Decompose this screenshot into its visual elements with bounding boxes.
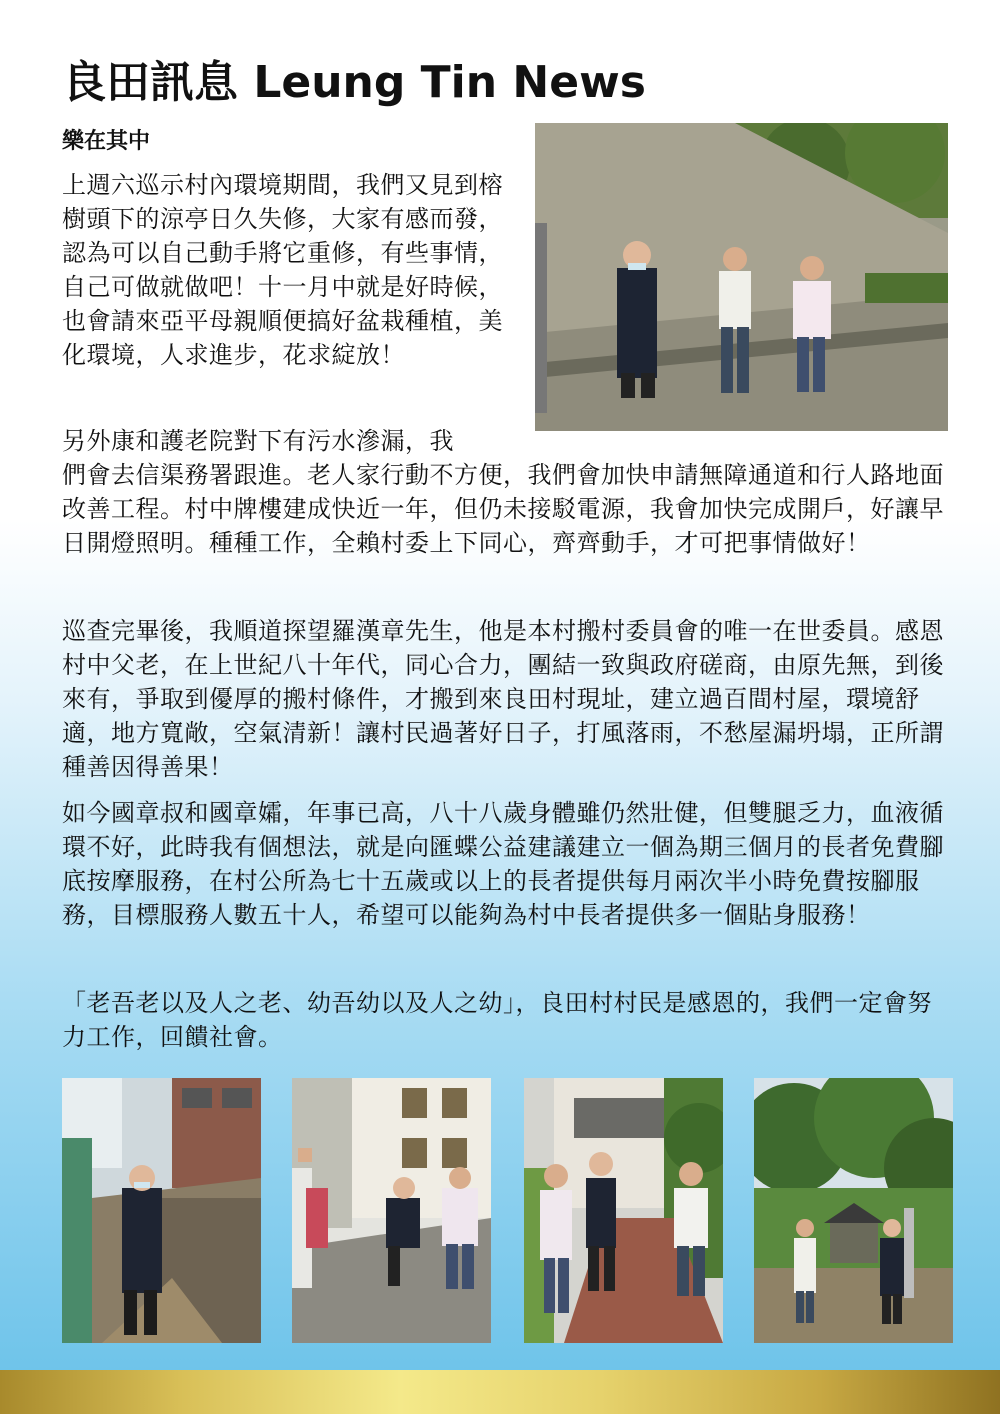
paragraph-2: 們會去信渠務署跟進。老人家行動不方便，我們會加快申請無障通道和行人路地面改善工程。村中牌樓建成快近一年，但仍未接駁電源，我會加快完成開戶，好讓早日開燈照明。種種工作，全賴村委上下同心，齊齊動手，才可把事情做好！ (62, 461, 944, 557)
photo-pavilion (754, 1078, 953, 1343)
paragraph-4: 如今國章叔和國章孀，年事已高，八十八歲身體雖仍然壯健，但雙腿乏力，血液循環不好，此時我有個想法，就是向匯蝶公益建議建立一個為期三個月的長者免費腳底按摩服務，在村公所為七十五歲或以上的長者提供每月兩次半小時免費按腳服務，目標服務人數五十人，希望可以能夠為村中長者提供多一個貼身服務！ (62, 799, 944, 929)
paragraph-3: 巡查完畢後，我順道探望羅漢章先生，他是本村搬村委員會的唯一在世委員。感恩村中父老，在上世紀八十年代，同心合力，團結一致與政府磋商，由原先無，到後來有，爭取到優厚的搬村條件，才搬到來良田村現址，建立過百間村屋，環境舒適，地方寬敞，空氣清新！讓村民過著好日子，打風落雨，不愁屋漏坍塌，正所謂種善因得善果！ (62, 617, 944, 781)
photo-drain-inspection (62, 1078, 261, 1343)
page-title: 良田訊息 Leung Tin News (62, 57, 646, 108)
photo-brick-path (524, 1078, 723, 1343)
footer-gold-bar (0, 1370, 1000, 1414)
paragraph-2-lead: 另外康和護老院對下有污水滲漏，我 (62, 427, 454, 455)
main-photo-slope-inspection (535, 123, 948, 431)
article-subtitle: 樂在其中 (62, 129, 151, 154)
photo-walkway-check (292, 1078, 491, 1343)
paragraph-1: 上週六巡示村內環境期間，我們又見到榕樹頭下的涼亭日久失修，大家有感而發，認為可以自己動手將它重修，有些事情，自己可做就做吧！十一月中就是好時候，也會請來亞平母親順便搞好盆栽種植，美化環境，人求進步，花求綻放！ (62, 171, 503, 369)
paragraph-5: 「老吾老以及人之老、幼吾幼以及人之幼」，良田村村民是感恩的，我們一定會努力工作，回饋社會。 (62, 989, 932, 1051)
